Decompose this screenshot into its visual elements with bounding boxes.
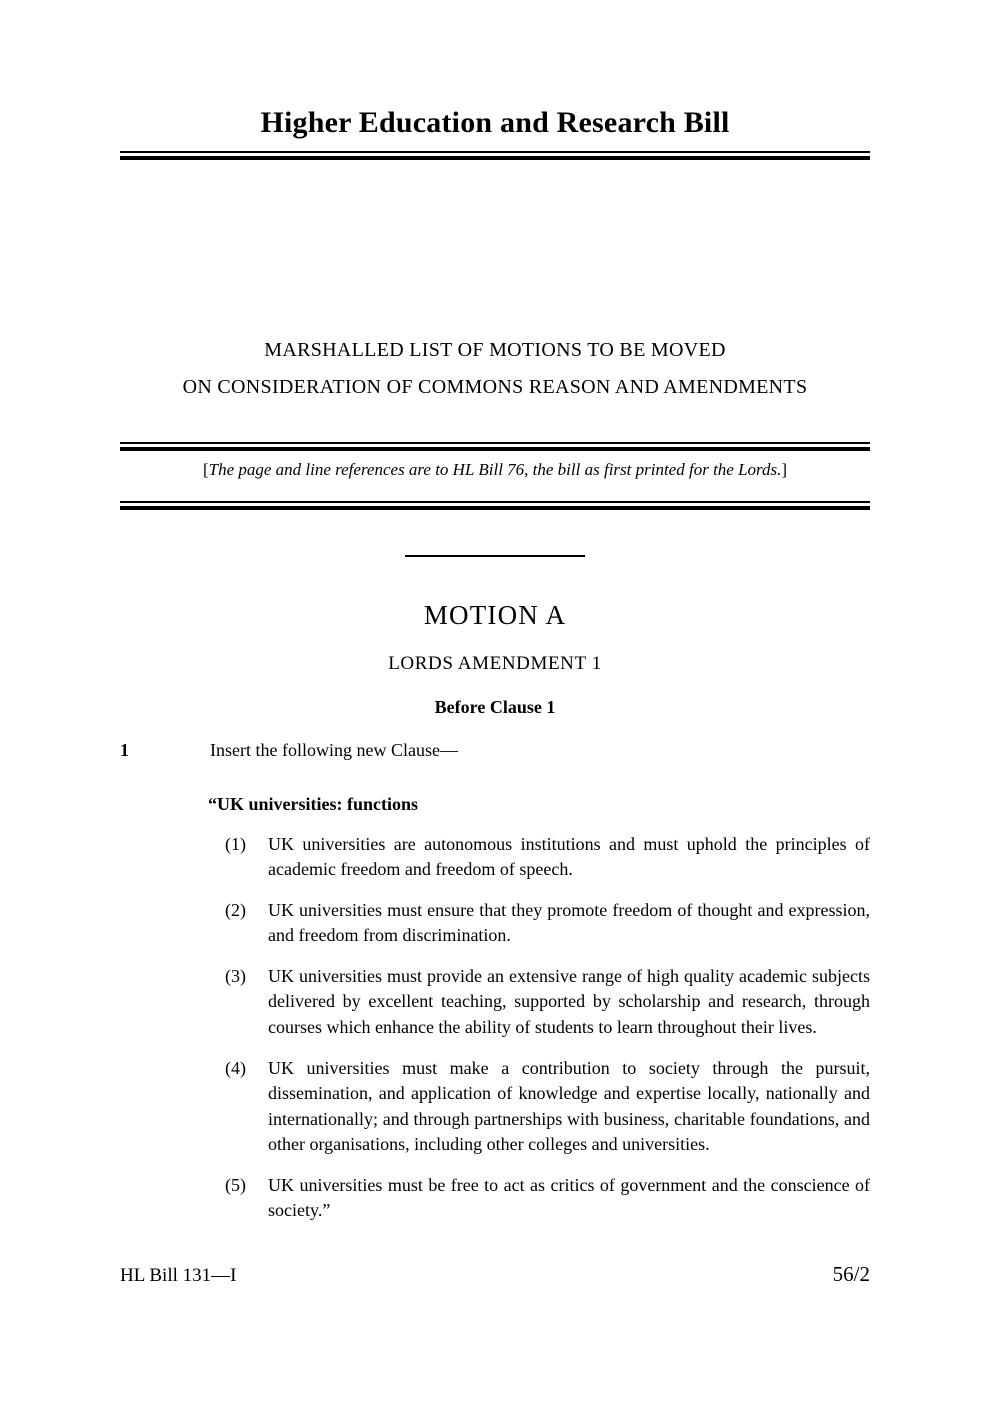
page-footer (120, 1262, 870, 1287)
marshalled-heading-line-2: ON CONSIDERATION OF COMMONS REASON AND AMENDMENTS (182, 376, 808, 398)
note-open-bracket: [ (202, 460, 209, 479)
subsection-number: (2) (225, 899, 246, 920)
subsection-text: UK universities must ensure that they promote freedom of thought and expression, and freedom from discrimination. (268, 899, 870, 946)
list-item (208, 964, 870, 1041)
note-close-bracket: ] (781, 460, 788, 479)
note-bottom-double-rule (120, 501, 870, 510)
subsection-number: (3) (225, 965, 246, 986)
section-divider-rule (405, 555, 585, 557)
references-note-box (120, 442, 870, 510)
list-item (208, 898, 870, 949)
marshalled-heading-line-1: MARSHALLED LIST OF MOTIONS TO BE MOVED (264, 339, 726, 361)
lords-amendment-label: LORDS AMENDMENT 1 (388, 652, 602, 674)
new-clause-block (208, 793, 870, 1224)
motion-title: MOTION A (423, 600, 567, 631)
amendment-number: 1 (120, 740, 129, 761)
subsection-text: UK universities must be free to act as critics of government and the conscience of society.” (268, 1174, 870, 1221)
section-divider (120, 555, 870, 557)
title-double-rule (120, 151, 870, 160)
subsection-number: (1) (225, 833, 246, 854)
list-item (208, 1056, 870, 1158)
subsection-number: (5) (225, 1174, 246, 1195)
note-bottom-rule-thick (120, 506, 870, 510)
subsection-text: UK universities must provide an extensive range of high quality academic subjects delivered by excellent teaching, supported by scholarship and research, through courses which enhance the ability of students to learn throughout their lives. (268, 965, 870, 1037)
bill-reference: HL Bill 131—I (120, 1265, 237, 1286)
subsection-text: UK universities are autonomous institutions and must uphold the principles of academic freedom and freedom of speech. (268, 833, 870, 880)
amendment-instruction-row (120, 739, 870, 763)
amendment-instruction-text: Insert the following new Clause— (210, 740, 458, 761)
marshalled-list-heading (120, 332, 870, 406)
note-italic-text: The page and line references are to HL Bill 76, the bill as first printed for the Lords. (208, 460, 782, 479)
before-clause-heading: Before Clause 1 (434, 696, 556, 717)
references-note-text (120, 451, 870, 489)
page-title: Higher Education and Research Bill (260, 106, 730, 139)
note-top-double-rule (120, 442, 870, 451)
new-clause-heading: “UK universities: functions (208, 794, 419, 815)
subsection-list (208, 832, 870, 1224)
page-content (120, 0, 870, 1224)
subsection-text: UK universities must make a contribution to society through the pursuit, dissemination, and application of knowledge and expertise locally, nationally and internationally; and through partnerships with business, charitable foundations, and other organisations, including other colleges and universities. (268, 1057, 870, 1155)
list-item (208, 832, 870, 883)
page-reference: 56/2 (832, 1262, 870, 1286)
subsection-number: (4) (225, 1057, 246, 1078)
title-rule-thick (120, 156, 870, 160)
list-item (208, 1173, 870, 1224)
